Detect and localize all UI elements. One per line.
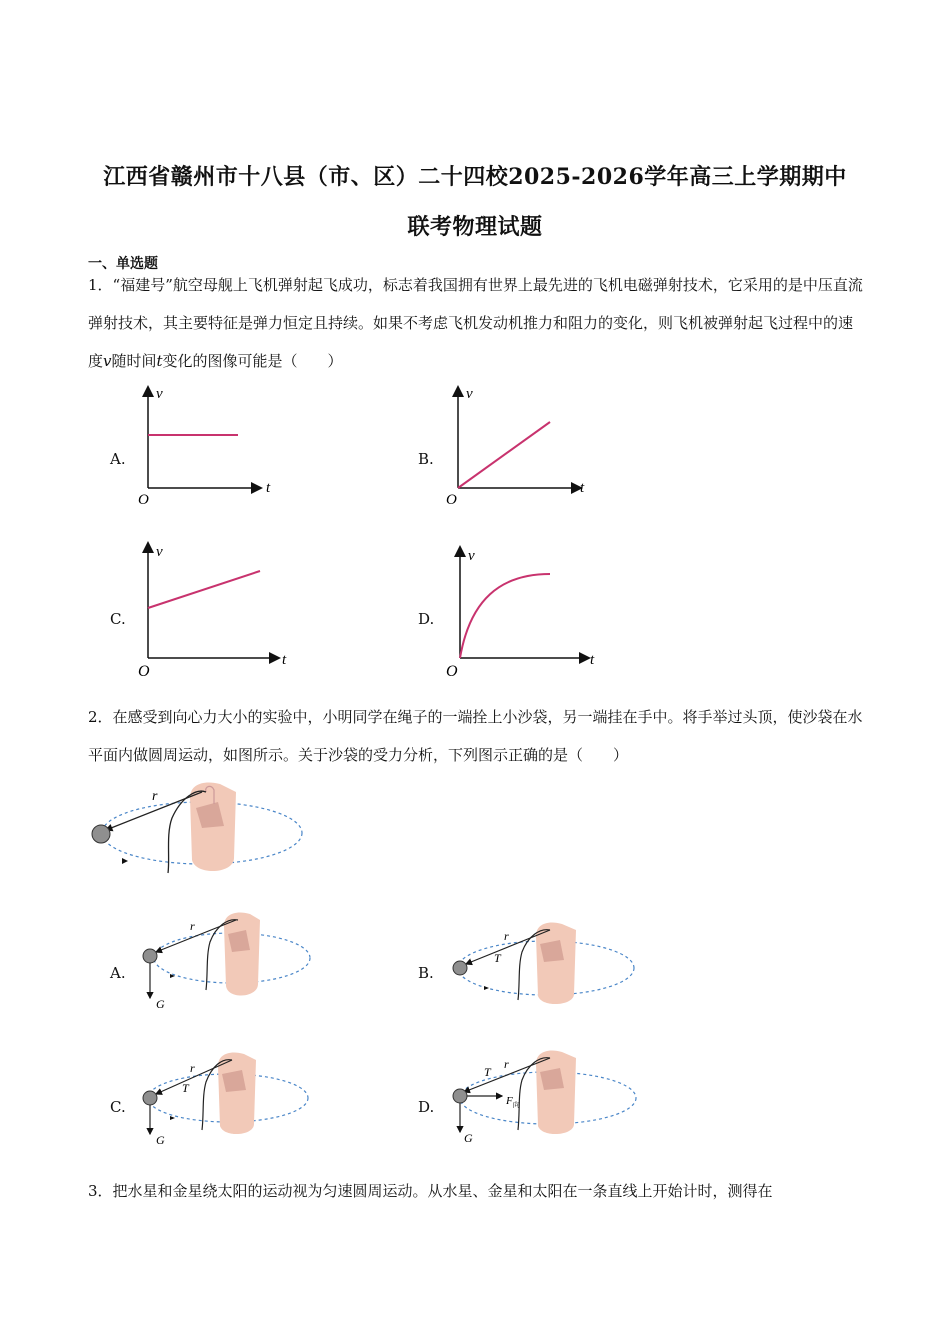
q1-graph-b [440, 380, 600, 510]
q2-option-a-label: A. [110, 964, 126, 982]
question-3-text: 3．把水星和金星绕太阳的运动视为匀速圆周运动。从水星、金星和太阳在一条直线上开始计时，测得在 [88, 1182, 773, 1200]
axis-label-v: v [156, 544, 163, 560]
q1-graph-c [130, 540, 300, 680]
axis-label-v: v [156, 386, 163, 402]
gravity-label: G [464, 1131, 473, 1145]
q1-graph-d [440, 540, 610, 680]
q1-option-a-label: A. [110, 450, 126, 468]
title-line-1: 江西省赣州市十八县（市、区）二十四校2025-2026学年高三上学期期中 [103, 164, 847, 190]
origin-label: O [138, 492, 149, 508]
q2-option-d-label: D. [418, 1098, 435, 1116]
radius-label: r [152, 789, 158, 804]
axis-label-t: t [266, 480, 271, 496]
q2-figure-d [448, 1046, 643, 1148]
title-line-2: 联考物理试题 [407, 214, 543, 240]
tension-label: T [484, 1065, 491, 1079]
radius-label: r [190, 1061, 195, 1075]
radius-label: r [504, 1057, 509, 1071]
q1-option-b-label: B. [418, 450, 434, 468]
axis-label-v: v [466, 386, 473, 402]
question-2-text: 2．在感受到向心力大小的实验中，小明同学在绳子的一端拴上小沙袋，另一端挂在手中。将手举过头顶，使沙袋在水平面内做圆周运动，如图所示。关于沙袋的受力分析，下列图示正确的是（ ） [88, 708, 863, 764]
question-1-text: 1．“福建号”航空母舰上飞机弹射起飞成功，标志着我国拥有世界上最先进的飞机电磁弹射技术，它采用的是中压直流弹射技术，其主要特征是弹力恒定且持续。如果不考虑飞机发动机推力和阻力的变化，则飞机被弹射起飞过程中的速度v随时间t变化的图像可能是（ ） [88, 276, 863, 370]
radius-label: r [504, 929, 509, 943]
axis-label-t: t [580, 480, 585, 496]
q2-main-figure [86, 778, 316, 883]
origin-label: O [446, 663, 458, 680]
q2-figure-a [140, 910, 320, 1015]
q1-option-c-label: C. [110, 610, 126, 628]
axis-label-t: t [282, 652, 287, 668]
q1-option-d-label: D. [418, 610, 435, 628]
gravity-label: G [156, 1133, 165, 1147]
radius-label: r [190, 919, 195, 933]
centripetal-force-label: $F_向$ [506, 1095, 520, 1109]
q1-graph-a [130, 380, 290, 510]
q2-option-b-label: B. [418, 964, 434, 982]
axis-label-t: t [590, 652, 595, 668]
q2-option-c-label: C. [110, 1098, 126, 1116]
q2-figure-c [140, 1050, 320, 1150]
tension-label: T [494, 951, 501, 965]
gravity-label: G [156, 997, 165, 1011]
section-heading: 一、单选题 [88, 256, 158, 272]
origin-label: O [138, 663, 150, 680]
q2-figure-b [450, 918, 640, 1008]
tension-label: T [182, 1081, 189, 1095]
axis-label-v: v [468, 548, 475, 564]
origin-label: O [446, 492, 457, 508]
